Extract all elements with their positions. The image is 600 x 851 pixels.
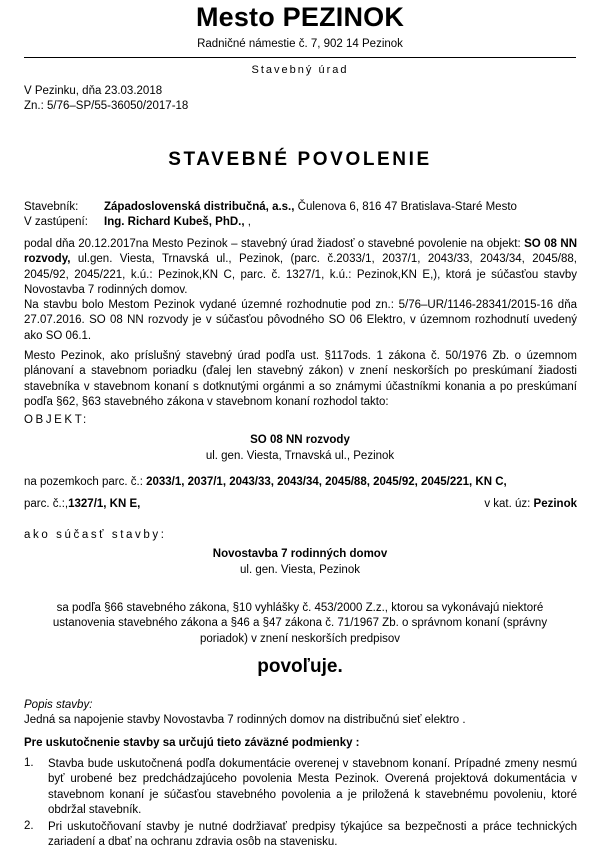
representative-name: Ing. Richard Kubeš, PhD.,: [104, 216, 248, 228]
conditions-heading: Pre uskutočnenie stavby sa určujú tieto záväzné podmienky :: [24, 737, 360, 749]
reference-number: Zn.: 5/76–SP/55-36050/2017-18: [24, 100, 189, 112]
office-name: Stavebný úrad: [251, 64, 349, 76]
object-label: OBJEKT:: [24, 414, 89, 426]
main-building-name: Novostavba 7 rodinných domov: [212, 548, 388, 560]
cadastral-value: Pezinok: [533, 498, 577, 510]
parcels-list-2: 1327/1, KN E,: [68, 498, 141, 510]
builder-label: Stavebník:: [24, 201, 79, 213]
description-text: Jedná sa napojenie stavby Novostavba 7 rodinných domov na distribučnú sieť elektro .: [24, 714, 466, 726]
representative-line: [104, 216, 251, 228]
main-building-street: ul. gen. Viesta, Pezinok: [240, 564, 360, 576]
city-title: Mesto PEZINOK: [195, 2, 405, 32]
condition-number: 2.: [24, 820, 34, 832]
application-object: SO 08 NN rozvody,: [24, 238, 577, 266]
representative-label: V zastúpení:: [24, 216, 88, 228]
builder-name: Západoslovenská distribučná, a.s.,: [104, 201, 295, 213]
parcels-line-2: [24, 498, 140, 510]
place-date: V Pezinku, dňa 23.03.2018: [24, 85, 163, 97]
cadastral-area: [484, 498, 577, 510]
cadastral-label: v kat. úz:: [484, 498, 534, 510]
parcels-label-2: parc. č.:,: [24, 498, 69, 510]
authority-paragraph: Mesto Pezinok, ako príslušný stavebný úrad podľa ust. §117ods. 1 zákona č. 50/1976 Zb. o územnom plánovaní a stavebnom poriadku (ďalej len stavebný zákon) v znení neskorších po preskúmaní žiadosti stavebníka v stavebnom konaní s dotknutými orgánmi a so známymi účastníkmi konania a po preskúmaní podľa §62, §63 stavebného zákona v stavebnom konaní rozhodol takto:: [24, 350, 577, 408]
condition-text: Pri uskutočňovaní stavby je nutné dodržiavať predpisy týkajúce sa bezpečnosti a práce technických zariadení a dbať na ochranu zdravia osôb na stavenisku.: [48, 821, 577, 849]
parcels-line: [24, 476, 507, 488]
object-name: SO 08 NN rozvody: [250, 434, 350, 446]
description-label: Popis stavby:: [24, 699, 93, 711]
condition-number: 1.: [24, 757, 34, 769]
header-divider: [24, 57, 576, 58]
application-text: podal dňa 20.12.2017na Mesto Pezinok – stavebný úrad žiadosť o stavebné povolenie na objekt:: [24, 238, 525, 250]
builder-line: [104, 201, 517, 213]
decision-verb: povoľuje.: [257, 656, 343, 677]
object-street: ul. gen. Viesta, Trnavská ul., Pezinok: [205, 450, 395, 462]
document-title: STAVEBNÉ POVOLENIE: [168, 149, 432, 170]
builder-address: Čulenova 6, 816 47 Bratislava-Staré Mesto: [294, 201, 517, 213]
parcels-list: 2033/1, 2037/1, 2043/33, 2043/34, 2045/88, 2045/92, 2045/221, KN C,: [146, 476, 507, 488]
representative-suffix: ,: [247, 216, 251, 228]
as-part-label: ako súčasť stavby:: [24, 529, 167, 541]
parcels-label: na pozemkoch parc. č.:: [24, 476, 147, 488]
zoning-paragraph: Na stavbu bolo Mestom Pezinok vydané územné rozhodnutie pod zn.: 5/76–UR/1146-28341/2015-16 dňa 27.07.2016. SO 08 NN rozvody je v súčasťou pôvodného SO 06 Elektro, v územnom rozhodnutí uvedený ako SO 06.1.: [24, 299, 577, 342]
legal-basis-paragraph: sa podľa §66 stavebného zákona, §10 vyhlášky č. 453/2000 Z.z., ktorou sa vykonávajú niektoré ustanovenia stavebného zákona a §46 a §47 zákona č. 71/1967 Zb. o správnom konaní (správny poriadok) v znení neskorších predpisov: [52, 602, 548, 645]
application-details: ul.gen. Viesta, Trnavská ul., Pezinok, (parc. č.2033/1, 2037/1, 2043/33, 2043/34, 2045/88, 2045/92, 2045/221, k.ú.: Pezinok,KN C, parc. č. 1327/1, k.ú.: Pezinok,KN E,), ktorá je súčasťou stavby Novostavba 7 rodinných domov.: [24, 253, 577, 296]
application-paragraph: [24, 237, 577, 298]
condition-text: Stavba bude uskutočnená podľa dokumentácie overenej v stavebnom konaní. Prípadné zmeny nesmú byť urobené bez predchádzajúceho povolenia Mesta Pezinok. Overená projektová dokumentácia v stavebnom konaní je súčasťou stavebného povolenia a je priložená k stavebnému povoleniu, ktoré obdržal stavebník.: [48, 758, 577, 816]
city-address: Radničné námestie č. 7, 902 14 Pezinok: [197, 38, 403, 50]
